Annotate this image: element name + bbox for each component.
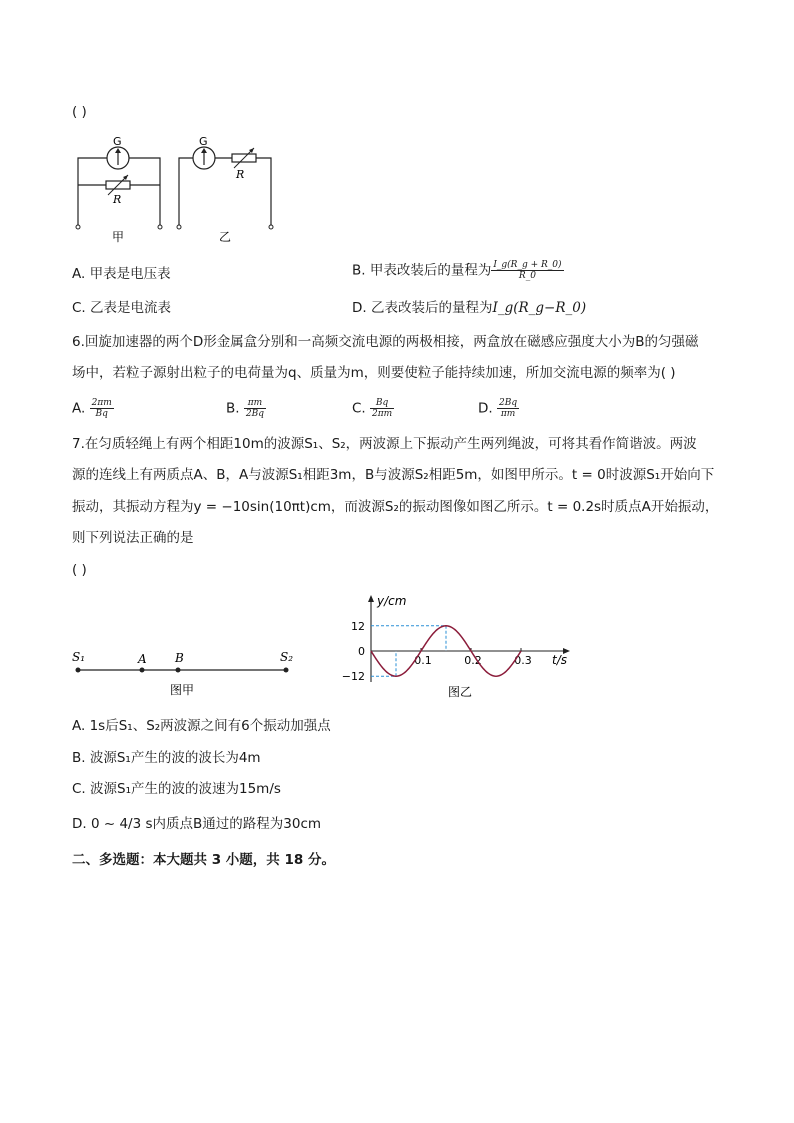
galvanometer-icon <box>107 147 129 169</box>
q5-option-b[interactable]: B. 甲表改装后的量程为 $\frac{I\_g(R\_g + R\_0)}{R\_0}$ <box>352 260 562 281</box>
figure-yi-caption: 图乙 <box>448 685 473 699</box>
figure-jia-caption: 图甲 <box>170 683 195 697</box>
x-tick-label: 0.2 <box>464 654 482 667</box>
circuit-jia-caption: 甲 <box>112 230 125 244</box>
x-tick-label: 0.1 <box>414 654 432 667</box>
q7-option-d[interactable]: D. 0 ~ 4/3 s内质点B通过的路程为30cm <box>72 816 322 832</box>
y-tick-label: 0 <box>358 645 365 658</box>
q5-option-d[interactable]: D. 乙表改装后的量程为I_g(R_g−R_0) <box>352 300 587 316</box>
q6-option-b[interactable]: B. $\frac{\pi m}{2Bq}$ <box>226 398 264 419</box>
q6-stem-line1: 6.回旋加速器的两个D形金属盒分别和一高频交流电源的两极相接，两盒放在磁感应强度大小为B的匀强磁 <box>72 334 699 350</box>
q7-option-c[interactable]: C. 波源S₁产生的波的波速为15m/s <box>72 781 281 797</box>
q7-stem-line1: 7.在匀质轻绳上有两个相距10m的波源S₁、S₂，两波源上下振动产生两列绳波，可将其看作简谐波。两波 <box>72 436 697 452</box>
y-axis-label: y/cm <box>377 594 407 608</box>
y-tick-label: −12 <box>341 670 365 684</box>
source-s2-dot <box>284 668 289 673</box>
x-tick-label: 0.3 <box>514 654 532 667</box>
label-s1: S₁ <box>72 650 86 664</box>
galvanometer-label-yi: G <box>199 135 208 148</box>
q7-answer-paren: ( ) <box>72 562 87 578</box>
circuit-jia-diagram <box>70 135 170 245</box>
source-s1-dot <box>76 668 81 673</box>
q7-figure-jia <box>70 645 300 700</box>
y-axis-arrow <box>368 595 374 602</box>
q7-option-a[interactable]: A. 1s后S₁、S₂两波源之间有6个振动加强点 <box>72 718 331 734</box>
circuit-yi-diagram <box>172 135 282 245</box>
resistor-label-yi: R <box>236 168 245 181</box>
variable-resistor-icon <box>106 175 130 195</box>
q5-option-a[interactable]: A. 甲表是电压表 <box>72 266 171 282</box>
q7-stem-line2: 源的连线上有两质点A、B，A与波源S₁相距3m，B与波源S₂相距5m，如图甲所示。t = 0时波源S₁开始向下 <box>72 467 715 483</box>
circuit-yi-caption: 乙 <box>219 230 232 244</box>
q5-answer-paren: ( ) <box>72 104 87 120</box>
y-tick-label: 12 <box>351 619 365 633</box>
q7-figure-yi-chart <box>338 590 578 702</box>
variable-resistor-icon <box>232 148 256 168</box>
q7-option-b[interactable]: B. 波源S₁产生的波的波长为4m <box>72 750 261 766</box>
x-axis-label: t/s <box>552 653 567 667</box>
q6-option-d[interactable]: D. $\frac{2Bq}{\pi m}$ <box>478 398 518 419</box>
q6-stem-line2: 场中，若粒子源射出粒子的电荷量为q、质量为m，则要使粒子能持续加速，所加交流电源的频率为( ) <box>72 365 676 381</box>
resistor-label-jia: R <box>113 193 122 206</box>
label-b: B <box>175 651 184 665</box>
section-2-heading: 二、多选题：本大题共 3 小题，共 18 分。 <box>72 852 335 868</box>
q7-stem-line3: 振动，其振动方程为y = −10sin(10πt)cm，而波源S₂的振动图像如图乙所示。t = 0.2s时质点A开始振动， <box>72 499 719 515</box>
point-a-dot <box>140 668 145 673</box>
label-s2: S₂ <box>280 650 294 664</box>
q5-option-c[interactable]: C. 乙表是电流表 <box>72 300 172 316</box>
galvanometer-label-jia: G <box>113 135 122 148</box>
galvanometer-icon <box>193 147 215 169</box>
q6-option-a[interactable]: A. $\frac{2\pi m}{Bq}$ <box>72 398 112 419</box>
point-b-dot <box>176 668 181 673</box>
q5-option-b-fraction: $\frac{I\_g(R\_g + R\_0)}{R\_0}$ <box>493 260 562 281</box>
q6-option-c[interactable]: C. $\frac{Bq}{2\pi m}$ <box>352 398 393 419</box>
label-a: A <box>138 652 147 666</box>
q7-stem-line4: 则下列说法正确的是 <box>72 530 194 546</box>
